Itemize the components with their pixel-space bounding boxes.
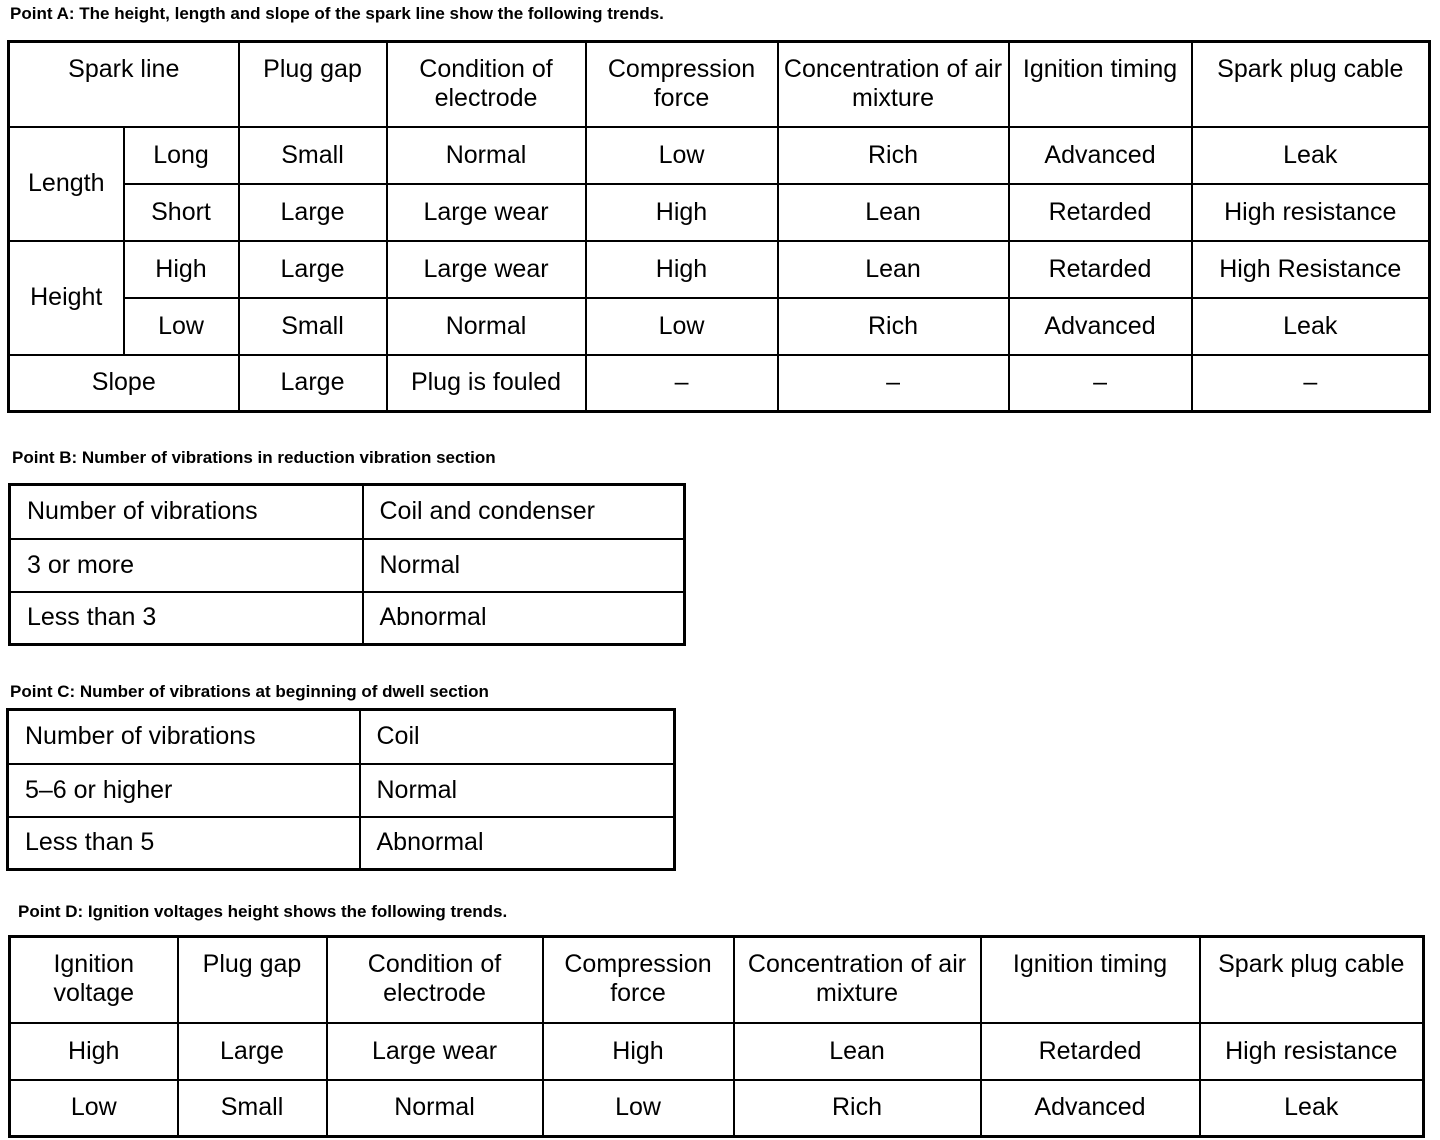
table-cell: Large xyxy=(178,1023,327,1080)
table-cell: Normal xyxy=(363,539,685,592)
table-cell: Large wear xyxy=(387,241,586,298)
table-cell: Lean xyxy=(778,184,1009,241)
header-ignition-timing: Ignition timing xyxy=(1009,42,1192,127)
table-cell: 3 or more xyxy=(10,539,363,592)
table-cell: Lean xyxy=(778,241,1009,298)
table-row xyxy=(9,241,1430,298)
table-cell: Advanced xyxy=(1009,127,1192,184)
table-cell: Lean xyxy=(734,1023,981,1080)
table-cell: Normal xyxy=(387,298,586,355)
row-group-height: Height xyxy=(9,241,124,355)
table-cell: High xyxy=(586,184,778,241)
header-ignition-timing: Ignition timing xyxy=(981,937,1200,1023)
table-cell: – xyxy=(1009,355,1192,412)
point-a-table xyxy=(7,40,1431,413)
header-condition-of-electrode: Condition of electrode xyxy=(327,937,543,1023)
table-row xyxy=(8,817,675,870)
row-group-slope: Slope xyxy=(9,355,239,412)
table-cell: 5–6 or higher xyxy=(8,764,360,817)
header-compression-force: Compression force xyxy=(586,42,778,127)
header-compression-force: Compression force xyxy=(543,937,734,1023)
table-cell: – xyxy=(778,355,1009,412)
table-row xyxy=(10,1023,1424,1080)
table-cell: Low xyxy=(586,298,778,355)
header-spark-line: Spark line xyxy=(9,42,239,127)
point-b-caption: Point B: Number of vibrations in reduction vibration section xyxy=(12,448,496,467)
table-cell: Large wear xyxy=(387,184,586,241)
table-cell: Retarded xyxy=(1009,184,1192,241)
table-row xyxy=(8,710,675,764)
table-cell: Leak xyxy=(1200,1080,1424,1137)
table-cell: High xyxy=(586,241,778,298)
table-row xyxy=(10,592,685,645)
point-c-caption: Point C: Number of vibrations at beginning of dwell section xyxy=(10,682,489,701)
table-row xyxy=(10,1080,1424,1137)
table-cell: High resistance xyxy=(1200,1023,1424,1080)
table-cell: Plug is fouled xyxy=(387,355,586,412)
table-cell: High Resistance xyxy=(1192,241,1430,298)
table-cell: Normal xyxy=(387,127,586,184)
header-number-of-vibrations: Number of vibrations xyxy=(8,710,360,764)
table-cell: Rich xyxy=(734,1080,981,1137)
table-cell: – xyxy=(586,355,778,412)
table-cell: Abnormal xyxy=(360,817,675,870)
table-cell: Low xyxy=(586,127,778,184)
table-cell: Short xyxy=(124,184,239,241)
header-coil: Coil xyxy=(360,710,675,764)
table-cell: Large xyxy=(239,184,387,241)
table-row xyxy=(9,298,1430,355)
point-d-caption: Point D: Ignition voltages height shows the following trends. xyxy=(18,902,508,921)
point-a-caption: Point A: The height, length and slope of the spark line show the following trends. xyxy=(10,4,664,23)
table-cell: Rich xyxy=(778,127,1009,184)
table-cell: Small xyxy=(239,127,387,184)
table-cell: High xyxy=(543,1023,734,1080)
header-concentration-of-air-mixture: Concentration of air mixture xyxy=(734,937,981,1023)
row-group-length: Length xyxy=(9,127,124,241)
table-cell: Normal xyxy=(360,764,675,817)
table-cell: Leak xyxy=(1192,127,1430,184)
table-cell: Large xyxy=(239,355,387,412)
table-row xyxy=(9,355,1430,412)
header-number-of-vibrations: Number of vibrations xyxy=(10,485,363,539)
header-spark-plug-cable: Spark plug cable xyxy=(1200,937,1424,1023)
table-cell: – xyxy=(1192,355,1430,412)
table-cell: Large xyxy=(239,241,387,298)
table-cell: Advanced xyxy=(1009,298,1192,355)
table-row xyxy=(8,764,675,817)
table-cell: Low xyxy=(10,1080,178,1137)
table-cell: Small xyxy=(178,1080,327,1137)
table-cell: Low xyxy=(543,1080,734,1137)
table-cell: Normal xyxy=(327,1080,543,1137)
table-row xyxy=(10,485,685,539)
header-coil-and-condenser: Coil and condenser xyxy=(363,485,685,539)
table-cell: Low xyxy=(124,298,239,355)
table-cell: High xyxy=(10,1023,178,1080)
table-cell: Small xyxy=(239,298,387,355)
table-cell: Less than 5 xyxy=(8,817,360,870)
table-cell: Rich xyxy=(778,298,1009,355)
header-spark-plug-cable: Spark plug cable xyxy=(1192,42,1430,127)
table-cell: Leak xyxy=(1192,298,1430,355)
point-d-table xyxy=(8,935,1425,1138)
table-cell: Advanced xyxy=(981,1080,1200,1137)
table-row xyxy=(9,127,1430,184)
table-cell: Less than 3 xyxy=(10,592,363,645)
point-c-table xyxy=(6,708,676,871)
table-row xyxy=(9,184,1430,241)
table-row xyxy=(10,539,685,592)
header-plug-gap: Plug gap xyxy=(239,42,387,127)
table-cell: Long xyxy=(124,127,239,184)
table-cell: Abnormal xyxy=(363,592,685,645)
table-cell: High xyxy=(124,241,239,298)
point-b-table xyxy=(8,483,686,646)
table-cell: Retarded xyxy=(1009,241,1192,298)
table-cell: Large wear xyxy=(327,1023,543,1080)
header-plug-gap: Plug gap xyxy=(178,937,327,1023)
header-condition-of-electrode: Condition of electrode xyxy=(387,42,586,127)
header-ignition-voltage: Ignition voltage xyxy=(10,937,178,1023)
table-cell: Retarded xyxy=(981,1023,1200,1080)
table-cell: High resistance xyxy=(1192,184,1430,241)
header-concentration-of-air-mixture: Concentration of air mixture xyxy=(778,42,1009,127)
